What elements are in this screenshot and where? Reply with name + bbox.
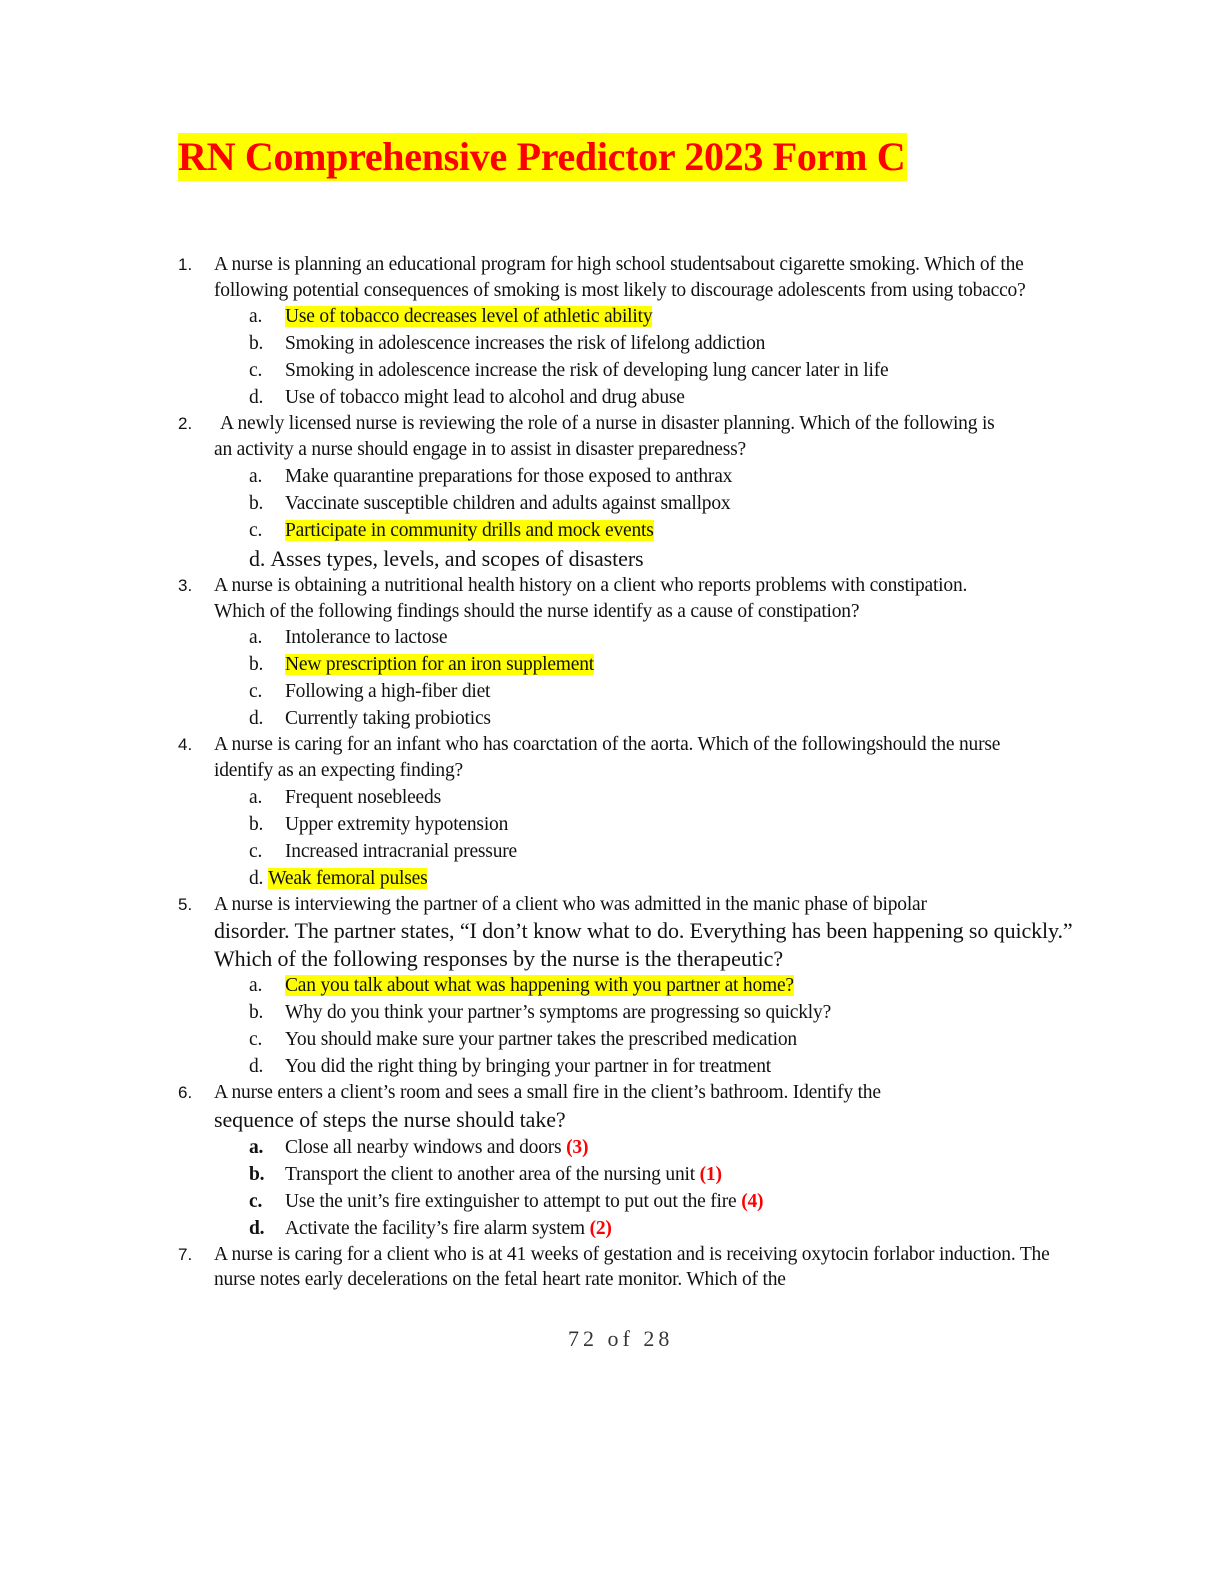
option-letter: b.	[249, 813, 264, 835]
correct-answer-highlight: Can you talk about what was happening with you partner at home?	[285, 975, 794, 997]
question-text: A nurse is obtaining a nutritional health history on a client who reports problems with constipation. Which of the following findings should the nurse identify as a cause of constipation?	[214, 574, 968, 622]
option-list	[178, 1134, 1078, 1242]
question-4	[178, 732, 1078, 891]
option-letter: c.	[249, 360, 263, 382]
option-a	[249, 303, 1078, 330]
sequence-order: (4)	[741, 1190, 764, 1212]
option-d	[249, 384, 1078, 411]
option-text: Transport the client to another area of the nursing unit	[285, 1163, 695, 1185]
option-a	[249, 784, 1078, 811]
option-letter: a.	[249, 786, 263, 808]
question-6	[178, 1080, 1078, 1241]
option-text: Smoking in adolescence increases the risk of lifelong addiction	[285, 333, 766, 355]
option-text: Upper extremity hypotension	[285, 813, 509, 835]
option-letter: b.	[249, 1002, 264, 1024]
option-text: Vaccinate susceptible children and adults against smallpox	[285, 492, 731, 514]
option-text: Following a high-fiber diet	[285, 681, 491, 703]
question-text-line1: A nurse enters a client’s room and sees a small fire in the client’s bathroom. Identify the	[214, 1082, 881, 1104]
option-a	[249, 463, 1078, 490]
option-b	[249, 1161, 1078, 1188]
correct-answer-highlight: Use of tobacco decreases level of athletic ability	[285, 306, 653, 328]
question-number: 7.	[178, 1244, 193, 1264]
option-letter: c.	[249, 1190, 263, 1212]
option-d	[249, 544, 1078, 573]
option-text: Activate the facility’s fire alarm system	[285, 1217, 585, 1239]
option-text: Close all nearby windows and doors	[285, 1136, 562, 1158]
question-text: A newly licensed nurse is reviewing the role of a nurse in disaster planning. Which of the following is an activity a nurse should engage in to assist in disaster preparedness?	[214, 413, 995, 461]
option-c	[249, 1026, 1078, 1053]
document-title: RN Comprehensive Predictor 2023 Form C	[178, 134, 906, 179]
question-text: disorder. The partner states, “I don’t know what to do. Everything has been happening so quickly.” Which of the following responses by the nurse is the therapeutic?	[214, 918, 1073, 971]
option-c	[249, 1188, 1078, 1215]
option-text: Intolerance to lactose	[285, 627, 448, 649]
option-letter: d.	[249, 387, 264, 409]
question-2	[178, 411, 1078, 572]
option-letter: d.	[249, 708, 264, 730]
option-letter: b.	[249, 333, 264, 355]
option-list	[178, 463, 1078, 573]
question-text: A nurse is caring for an infant who has coarctation of the aorta. Which of the followingshould the nurse identify as an expecting finding?	[214, 734, 1001, 781]
correct-answer-highlight: Weak femoral pulses	[268, 867, 428, 889]
option-c	[249, 357, 1078, 384]
sequence-order: (2)	[589, 1217, 612, 1239]
option-b	[249, 651, 1078, 678]
option-letter: a.	[249, 1136, 264, 1158]
question-number: 2.	[178, 414, 193, 434]
option-b	[249, 811, 1078, 838]
question-7	[178, 1242, 1078, 1293]
option-d	[249, 1053, 1078, 1080]
question-number: 3.	[178, 575, 193, 595]
question-text: sequence of steps the nurse should take?	[214, 1107, 566, 1133]
option-letter: d.	[249, 1056, 264, 1078]
option-list	[178, 784, 1078, 892]
question-3	[178, 573, 1078, 732]
option-letter: a.	[249, 465, 263, 487]
question-text: A nurse is caring for a client who is at 41 weeks of gestation and is receiving oxytocin forlabor induction. The nurse notes early decelerations on the fetal heart rate monitor. Which of the	[214, 1243, 1050, 1291]
sequence-order: (1)	[699, 1163, 722, 1185]
option-d	[249, 705, 1078, 732]
option-text: Currently taking probiotics	[285, 708, 491, 730]
option-a	[249, 972, 1078, 999]
option-letter: b.	[249, 654, 264, 676]
document-header	[178, 133, 907, 181]
option-letter: c.	[249, 519, 263, 541]
option-b	[249, 490, 1078, 517]
option-letter: d.	[249, 545, 266, 571]
option-letter: a.	[249, 306, 263, 328]
option-text: Use of tobacco might lead to alcohol and drug abuse	[285, 387, 685, 409]
option-list	[178, 972, 1078, 1080]
question-number: 1.	[178, 255, 193, 274]
question-1	[178, 252, 1078, 411]
option-text: You did the right thing by bringing your partner in for treatment	[285, 1056, 771, 1078]
question-number: 6.	[178, 1083, 193, 1103]
option-letter: d.	[249, 867, 264, 889]
option-text: Why do you think your partner’s symptoms are progressing so quickly?	[285, 1002, 832, 1024]
option-letter: b.	[249, 492, 264, 514]
option-text: Increased intracranial pressure	[285, 840, 517, 862]
option-list	[178, 303, 1078, 411]
option-text: Frequent nosebleeds	[285, 786, 441, 808]
option-text: Make quarantine preparations for those exposed to anthrax	[285, 465, 733, 487]
option-letter: d.	[249, 1217, 265, 1239]
sequence-order: (3)	[566, 1136, 589, 1158]
option-letter: c.	[249, 1029, 263, 1051]
option-text: Smoking in adolescence increase the risk of developing lung cancer later in life	[285, 360, 889, 382]
question-text: A nurse is planning an educational program for high school studentsabout cigarette smoking. Which of the following potential consequences of smoking is most likely to discourage adolescents from using tobacco?	[214, 254, 1026, 301]
option-list	[178, 624, 1078, 732]
option-letter: c.	[249, 840, 263, 862]
option-b	[249, 999, 1078, 1026]
correct-answer-highlight: New prescription for an iron supplement	[285, 654, 594, 676]
question-text-line1: A nurse is interviewing the partner of a client who was admitted in the manic phase of bipolar	[214, 893, 927, 915]
question-list	[178, 252, 1078, 1293]
option-c	[249, 838, 1078, 865]
question-number: 5.	[178, 894, 193, 914]
option-letter: c.	[249, 681, 263, 703]
correct-answer-highlight: Participate in community drills and mock events	[285, 519, 654, 541]
question-number: 4.	[178, 735, 193, 755]
option-text: You should make sure your partner takes the prescribed medication	[285, 1029, 797, 1051]
option-a	[249, 1134, 1078, 1161]
option-c	[249, 517, 1078, 544]
option-d	[249, 1215, 1078, 1242]
option-text: Use the unit’s fire extinguisher to attempt to put out the fire	[285, 1190, 737, 1212]
question-5	[178, 892, 1078, 1081]
option-a	[249, 624, 1078, 651]
option-c	[249, 678, 1078, 705]
option-d	[249, 865, 1078, 892]
option-letter: a.	[249, 975, 263, 997]
page-number: 72 of 28	[568, 1326, 674, 1351]
option-letter: a.	[249, 627, 263, 649]
option-b	[249, 330, 1078, 357]
option-text: Asses types, levels, and scopes of disasters	[270, 545, 644, 571]
option-letter: b.	[249, 1163, 265, 1185]
